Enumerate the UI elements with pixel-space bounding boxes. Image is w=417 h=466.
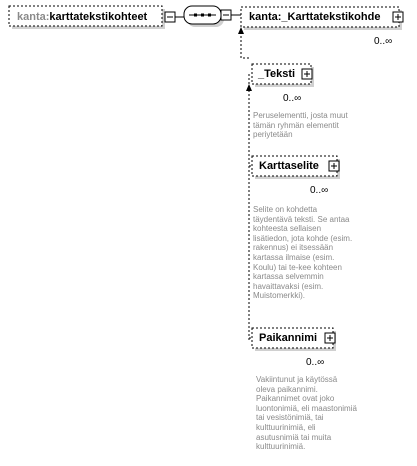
child-multiplicity: 0..∞ — [374, 36, 393, 47]
karttaselite-expand-icon[interactable] — [329, 161, 339, 171]
sequence-compositor-icon — [184, 6, 224, 27]
doc-line: rakennus) ei itsessään — [253, 243, 334, 253]
root-prefix: kanta: — [17, 11, 50, 23]
root-element-label — [17, 10, 147, 24]
arrow-up-icon — [246, 84, 252, 91]
paikannimi-multiplicity: 0..∞ — [306, 357, 325, 368]
doc-line: tai vesistönimiä, tai — [256, 413, 324, 423]
doc-line: kulttuurinimiä, eli — [256, 422, 316, 432]
doc-line: Koulu) tai te-kee kohteen — [253, 262, 342, 272]
root-name: karttatekstikohteet — [49, 11, 148, 23]
doc-line: kohteesta sellaisen — [253, 224, 322, 234]
root-collapse-icon[interactable] — [165, 12, 175, 22]
child-group-label — [249, 10, 380, 24]
doc-line: lisätiedon, jota kohde (esim. — [253, 233, 353, 243]
doc-line: asutusnimiä tai muita — [256, 432, 332, 442]
arrow-up-icon — [238, 27, 244, 34]
doc-line: Muistomerkki). — [253, 291, 306, 301]
karttaselite-label: Karttaselite — [259, 160, 319, 172]
karttaselite-multiplicity: 0..∞ — [310, 185, 329, 196]
doc-line: Selite on kohdetta — [253, 205, 318, 214]
doc-line: kartassa selvemmin — [253, 272, 324, 282]
doc-line: kulttuurinimiä. — [256, 442, 306, 452]
doc-line: periytetään — [253, 130, 293, 140]
doc-line: luontonimiä, eli maastonimiä — [256, 403, 357, 413]
doc-line: täydentävä teksti. Se antaa — [253, 214, 350, 224]
teksti-expand-icon[interactable] — [302, 69, 312, 79]
doc-line: oleva paikannimi. — [256, 384, 318, 394]
paikannimi-expand-icon[interactable] — [325, 333, 335, 343]
child-name: _Karttatekstikohde — [281, 11, 381, 23]
child-expand-icon[interactable] — [393, 12, 403, 22]
teksti-documentation — [253, 111, 348, 140]
teksti-multiplicity: 0..∞ — [283, 93, 302, 104]
teksti-label: _Teksti — [258, 68, 296, 80]
doc-line: Paikannimet ovat joko — [256, 394, 335, 404]
substitution-connector — [241, 32, 249, 340]
doc-line: kartassa ilmaise (esim. — [253, 252, 335, 262]
child-prefix: kanta: — [249, 11, 282, 23]
karttaselite-documentation — [253, 205, 352, 301]
doc-line: Vakiintunut ja käytössä — [256, 375, 338, 384]
paikannimi-documentation — [256, 375, 357, 452]
paikannimi-label: Paikannimi — [259, 332, 318, 344]
doc-line: tämän ryhmän elementit — [253, 120, 339, 130]
doc-line: havaittavaksi (esim. — [253, 281, 324, 291]
doc-line: Peruselementti, josta muut — [253, 111, 348, 120]
sequence-collapse-icon[interactable] — [221, 10, 231, 20]
